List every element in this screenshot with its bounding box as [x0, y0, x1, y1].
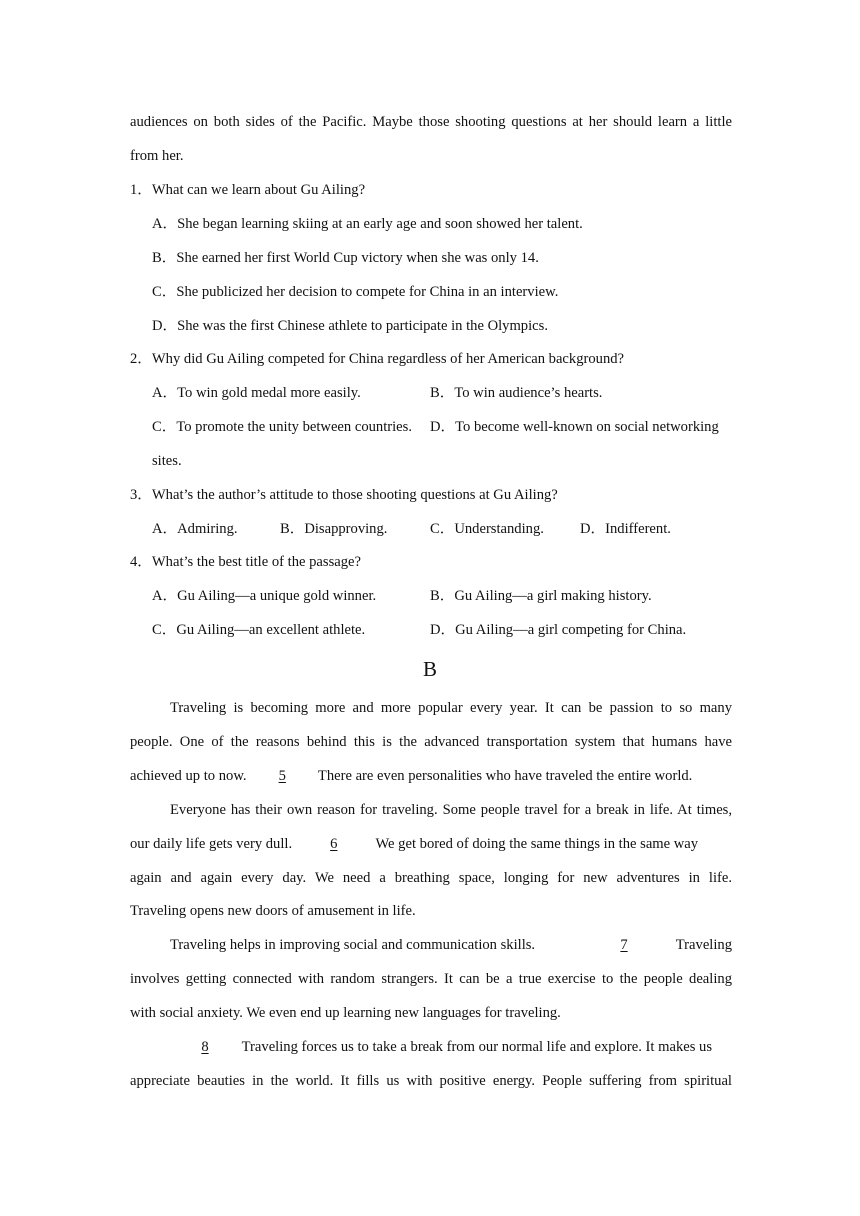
p3-line-1-blank	[588, 935, 668, 955]
question-3-option-b: B．Disapproving.	[280, 521, 388, 537]
question-2-option-c: C．To promote the unity between countries.	[152, 419, 412, 435]
p4-line-1-end: Traveling forces us to take a break from our normal life and explore. It makes us	[241, 1039, 713, 1055]
intro-line-1: audiences on both sides of the Pacific. Maybe those shooting questions at her should learn a little	[130, 114, 732, 130]
question-2-option-a: A．To win gold medal more easily.	[152, 385, 361, 401]
p2-line-2-start: our daily life gets very dull.	[130, 836, 293, 852]
question-3-option-c: C．Understanding.	[430, 521, 544, 537]
question-3-option-d: D．Indifferent.	[580, 521, 671, 537]
question-1-option-a: A．She began learning skiing at an early age and soon showed her talent.	[152, 216, 583, 232]
question-2-option-b: B．To win audience’s hearts.	[430, 385, 603, 401]
intro-line-2: from her.	[130, 148, 184, 164]
p2-line-2-end: We get bored of doing the same things in the same way	[375, 836, 699, 852]
blank-5: 5	[278, 768, 286, 784]
p1-line-3-start: achieved up to now.	[130, 768, 247, 784]
p2-line-3: again and again every day. We need a breathing space, longing for new adventures in life.	[130, 870, 732, 886]
question-4-option-b: B．Gu Ailing—a girl making history.	[430, 588, 652, 604]
p4-line-1	[178, 1037, 732, 1057]
p3-line-1-start: Traveling helps in improving social and communication skills.	[170, 937, 536, 953]
p1-line-3-end: There are even personalities who have traveled the entire world.	[317, 768, 693, 784]
blank-6: 6	[330, 836, 338, 852]
question-1-stem: 1．What can we learn about Gu Ailing?	[130, 182, 366, 198]
question-4-option-d: D．Gu Ailing—a girl competing for China.	[430, 622, 687, 638]
question-2-stem: 2．Why did Gu Ailing competed for China regardless of her American background?	[130, 351, 625, 367]
section-b-heading: B	[422, 657, 437, 681]
question-4-option-a: A．Gu Ailing—a unique gold winner.	[152, 588, 377, 604]
p4-line-2: appreciate beauties in the world. It fills us with positive energy. People suffering from spiritual	[130, 1073, 732, 1089]
p3-line-1-end: Traveling	[675, 937, 732, 953]
p2-line-4: Traveling opens new doors of amusement in life.	[130, 903, 416, 919]
p2-line-1: Everyone has their own reason for traveling. Some people travel for a break in life. At times,	[170, 802, 732, 818]
blank-8: 8	[201, 1039, 209, 1055]
question-4-option-c: C．Gu Ailing—an excellent athlete.	[152, 622, 366, 638]
p1-line-2: people. One of the reasons behind this is the advanced transportation system that humans have	[130, 734, 732, 750]
question-2-option-d: D．To become well-known on social networking	[430, 419, 719, 435]
question-1-option-b: B．She earned her first World Cup victory when she was only 14.	[152, 250, 539, 266]
question-3-stem: 3．What’s the author’s attitude to those shooting questions at Gu Ailing?	[130, 487, 558, 503]
blank-7: 7	[620, 937, 628, 953]
p3-line-3: with social anxiety. We even end up learning new languages for traveling.	[130, 1005, 561, 1021]
question-3-option-a: A．Admiring.	[152, 521, 238, 537]
question-1-option-d: D．She was the first Chinese athlete to participate in the Olympics.	[152, 318, 548, 334]
p1-line-1: Traveling is becoming more and more popular every year. It can be passion to so many	[170, 700, 732, 716]
p1-line-3	[130, 766, 732, 786]
question-4-stem: 4．What’s the best title of the passage?	[130, 554, 361, 570]
p2-line-2	[130, 834, 732, 854]
p3-line-2: involves getting connected with random strangers. It can be a true exercise to the people dealing	[130, 971, 732, 987]
question-1-option-c: C．She publicized her decision to compete for China in an interview.	[152, 284, 559, 300]
question-2-option-d-continued: sites.	[152, 453, 182, 469]
